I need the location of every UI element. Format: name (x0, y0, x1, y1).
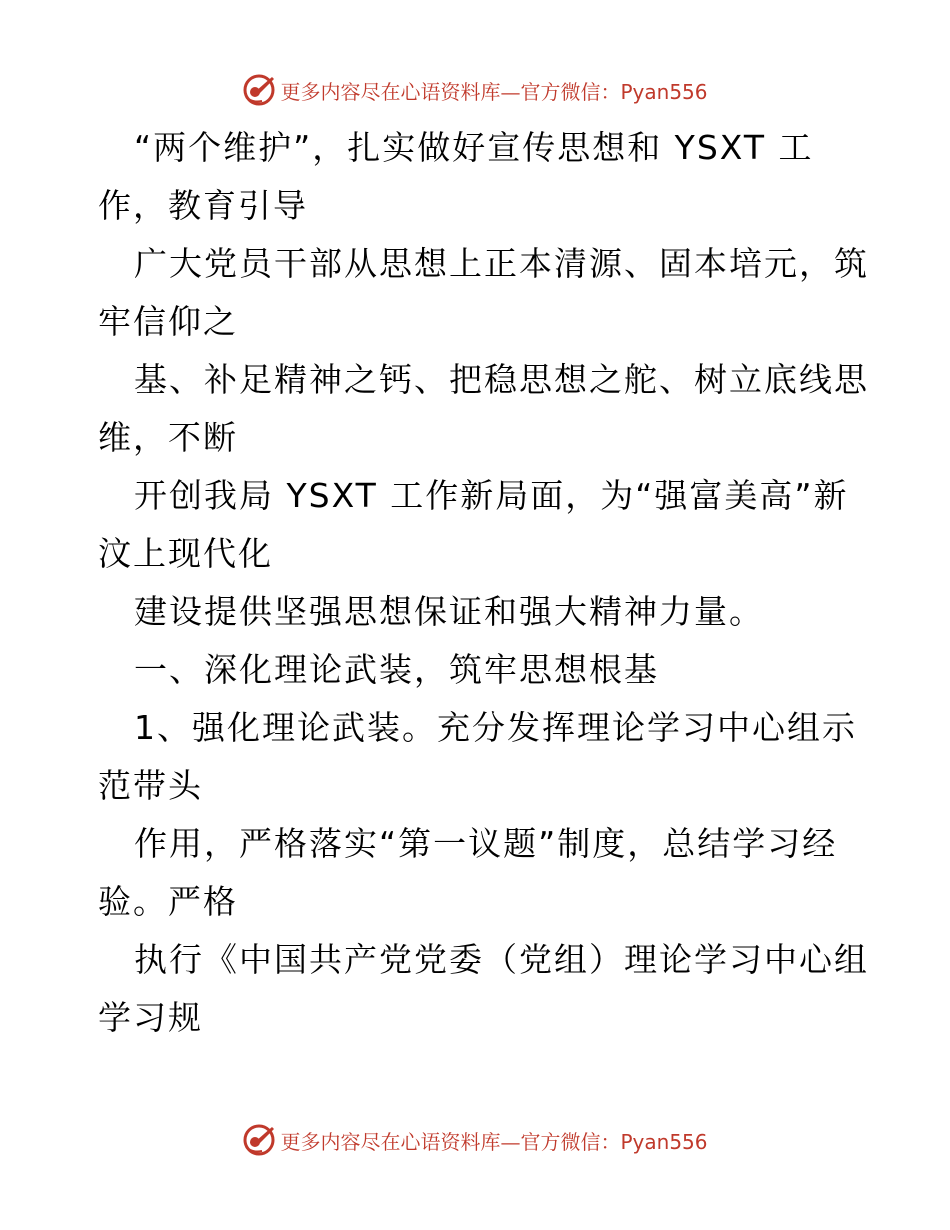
paragraph-line: 1、强化理论武装。充分发挥理论学习中心组示 (134, 708, 857, 747)
header-banner-sep: — (500, 79, 521, 104)
header-banner-wechat-id: Pyan556 (620, 79, 708, 104)
footer-banner-sep: — (500, 1129, 521, 1154)
footer-banner-text (280, 1126, 707, 1155)
header-banner-main: 更多内容尽在心语资料库 (280, 79, 501, 104)
header-banner-wechat-label: 官方微信： (520, 79, 621, 104)
pen-circle-logo-icon (242, 1123, 276, 1157)
paragraph-line: 范带头 (98, 766, 203, 805)
footer-banner (0, 1120, 950, 1160)
paragraph-line: 维，不断 (98, 418, 238, 457)
paragraph-line: 作用，严格落实“第一议题”制度，总结学习经 (134, 824, 838, 863)
section-heading: 一、深化理论武装，筑牢思想根基 (134, 650, 659, 689)
header-banner (0, 70, 950, 110)
paragraph-line: 开创我局 YSXT 工作新局面，为“强富美高”新 (134, 476, 849, 515)
paragraph-line: 牢信仰之 (98, 302, 238, 341)
paragraph-line: 执行《中国共产党党委（党组）理论学习中心组 (134, 940, 869, 979)
paragraph-line: 广大党员干部从思想上正本清源、固本培元，筑 (134, 244, 869, 283)
paragraph-line: 作，教育引导 (98, 186, 308, 225)
paragraph-line: 汶上现代化 (98, 534, 273, 573)
header-banner-text (280, 76, 707, 105)
footer-banner-main: 更多内容尽在心语资料库 (280, 1129, 501, 1154)
paragraph-line: 学习规 (98, 998, 203, 1037)
paragraph-line: 建设提供坚强思想保证和强大精神力量。 (134, 592, 764, 631)
footer-banner-wechat-id: Pyan556 (620, 1129, 708, 1154)
pen-circle-logo-icon (242, 73, 276, 107)
paragraph-line: “两个维护”，扎实做好宣传思想和 YSXT 工 (134, 128, 814, 167)
footer-banner-wechat-label: 官方微信： (520, 1129, 621, 1154)
paragraph-line: 验。严格 (98, 882, 238, 921)
paragraph-line: 基、补足精神之钙、把稳思想之舵、树立底线思 (134, 360, 869, 399)
